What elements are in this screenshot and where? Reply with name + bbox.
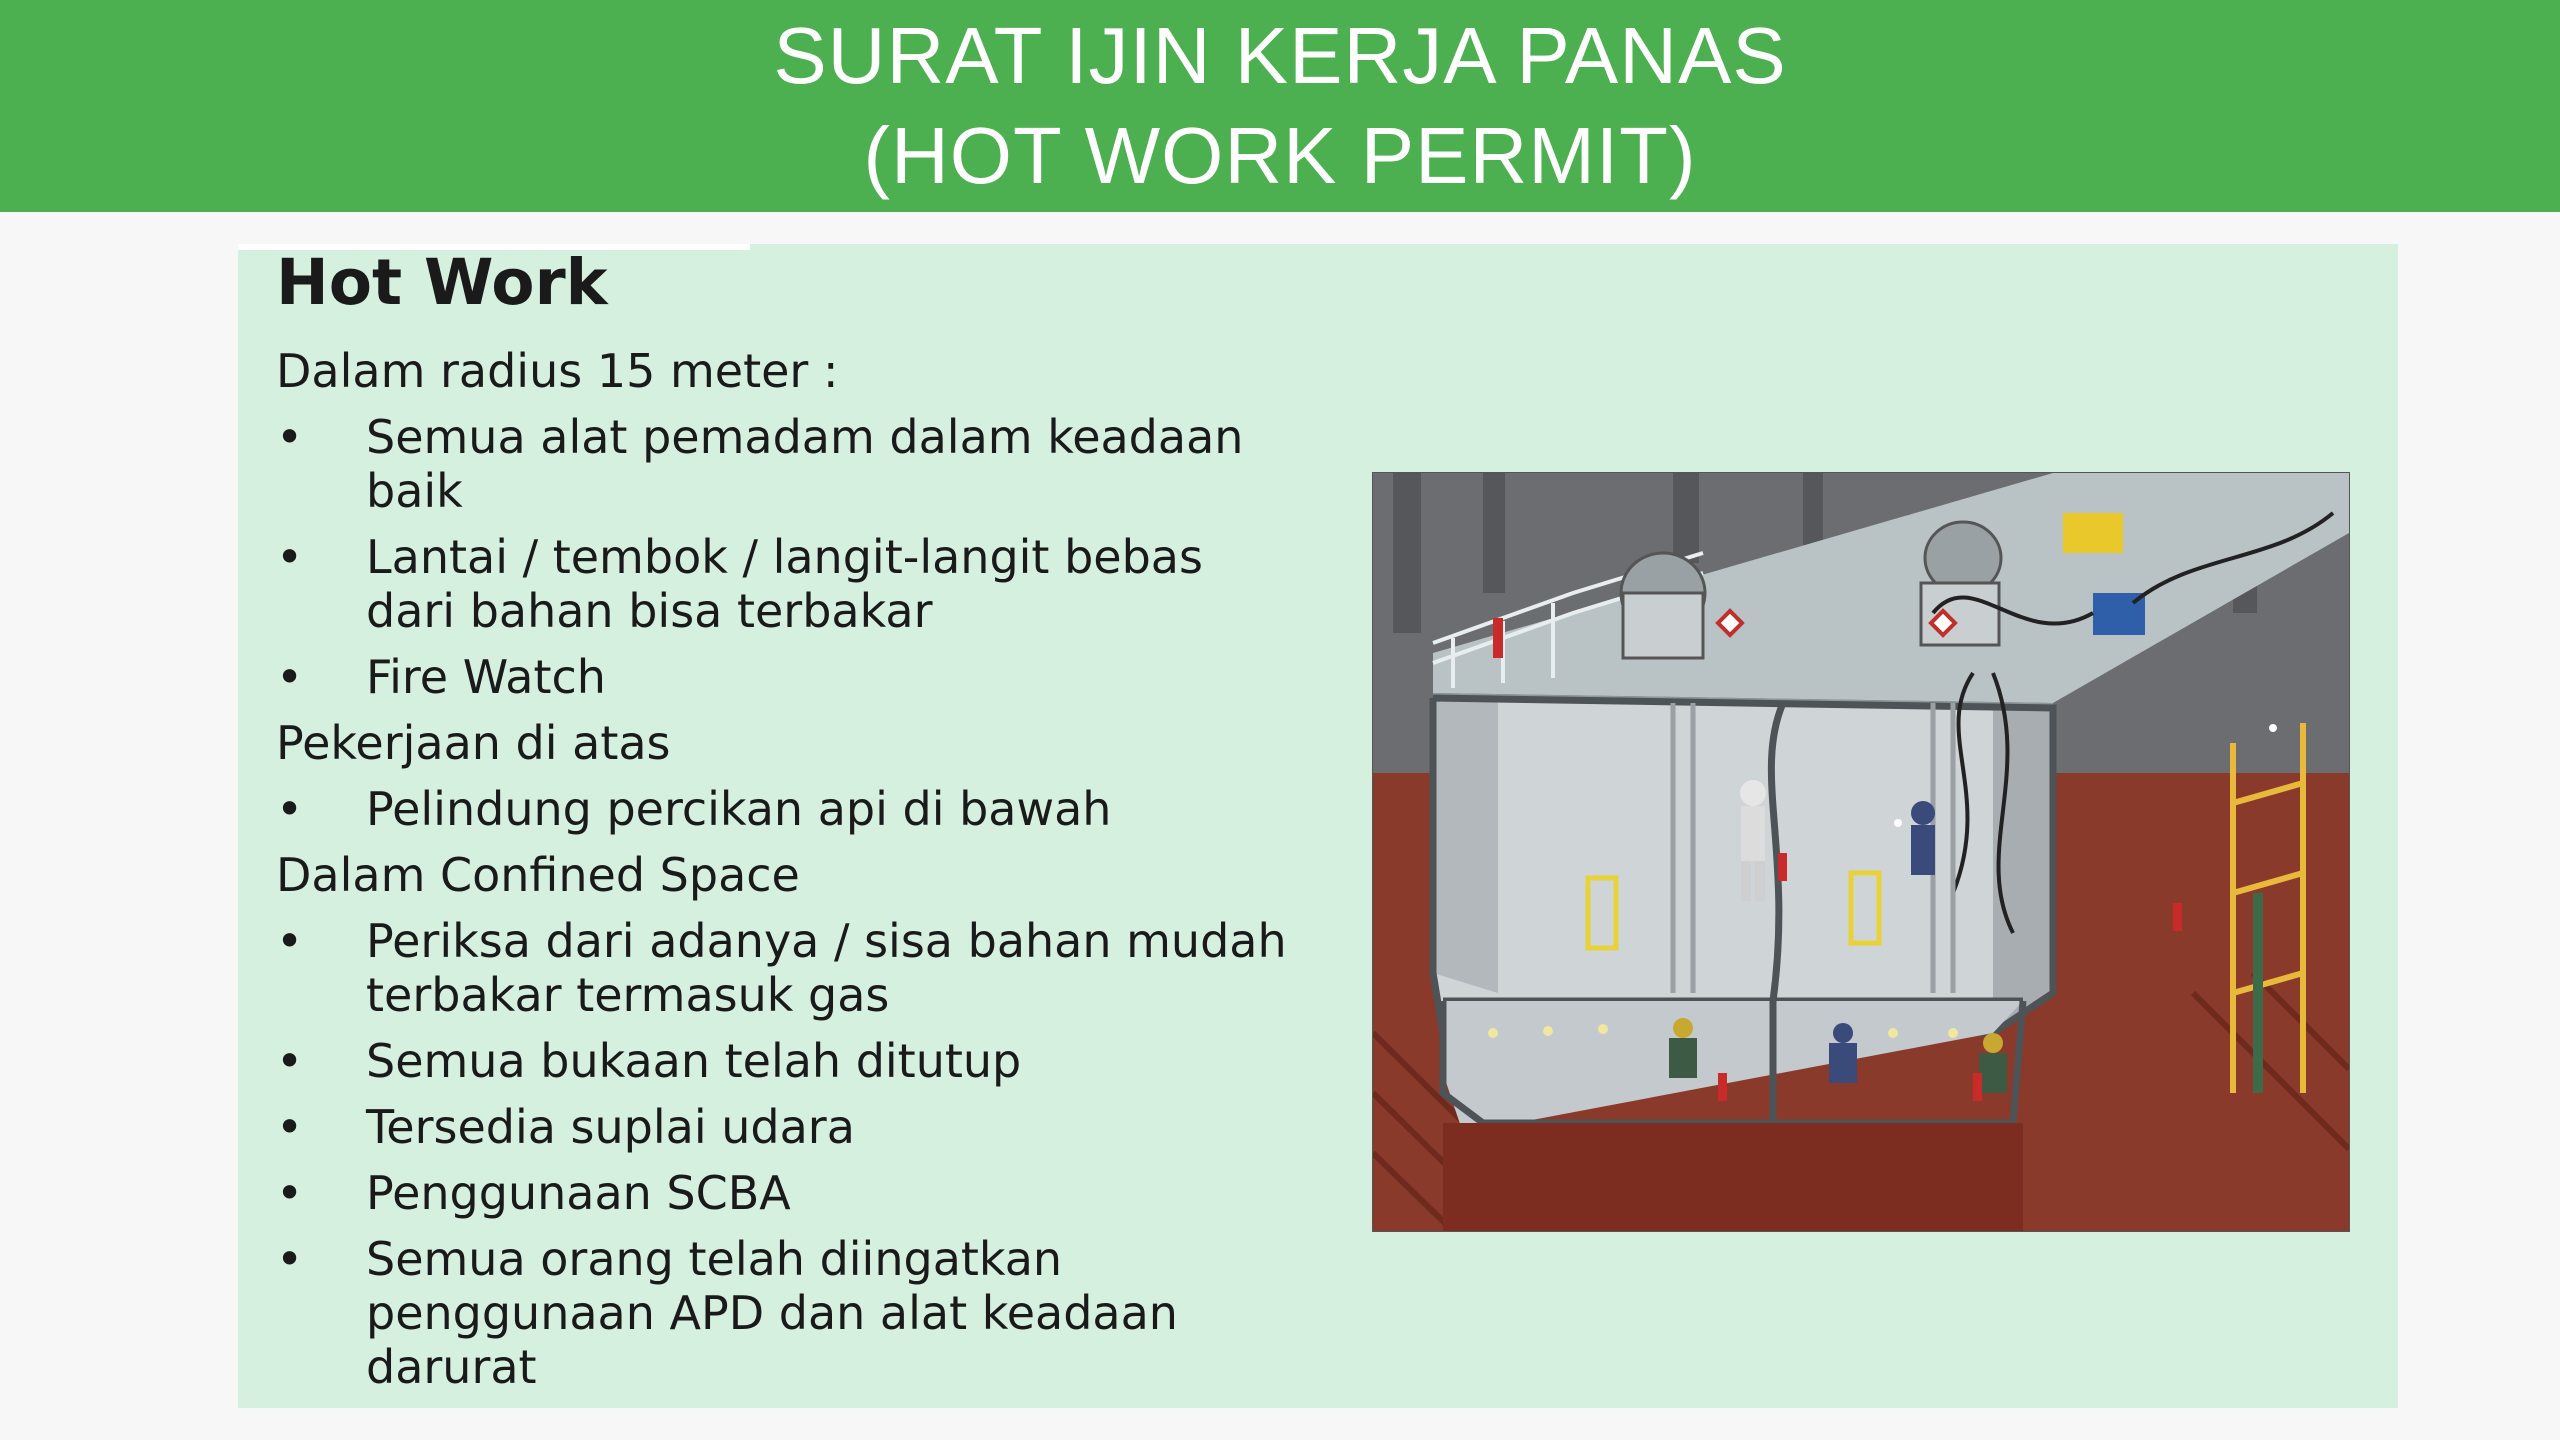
bullet-dot: • [276,1034,304,1088]
bullet-dot: • [276,650,304,704]
bullet-text-line: Fire Watch [366,650,606,704]
bullet-item [276,1100,1316,1154]
bullet-item [276,914,1316,1022]
slide-content [276,248,1316,1394]
bullet-dot: • [276,782,304,836]
bullet-text-line: terbakar termasuk gas [366,968,890,1022]
banner-title-line1: SURAT IJIN KERJA PANAS [773,11,1787,100]
bullet-text-line: Semua bukaan telah ditutup [366,1034,1022,1088]
bullet-text-line: Pelindung percikan api di bawah [366,782,1112,836]
section-label: Dalam radius 15 meter : [276,344,839,398]
bullet-dot: • [276,914,304,968]
bullet-text-line: Penggunaan SCBA [366,1166,791,1220]
bullet-item [276,782,1316,836]
bullet-dot: • [276,1166,304,1220]
slide-heading: Hot Work [276,246,608,319]
bullet-text-line: Lantai / tembok / langit-langit bebas [366,530,1203,584]
bullet-item [276,650,1316,704]
section-label: Pekerjaan di atas [276,716,671,770]
bullet-item [276,1166,1316,1220]
bullet-text-line: baik [366,464,463,518]
bullet-item [276,1232,1316,1394]
bullet-text-line: Periksa dari adanya / sisa bahan mudah [366,914,1287,968]
section-label: Dalam Confined Space [276,848,800,902]
bullet-text-line: darurat [366,1340,537,1394]
bullet-text-line: Semua orang telah diingatkan [366,1232,1063,1286]
bullet-item [276,410,1316,518]
bullet-dot: • [276,530,304,584]
bullet-text-line: Tersedia suplai udara [366,1100,855,1154]
banner-title-line2: (HOT WORK PERMIT) [863,111,1697,200]
bullet-dot: • [276,1100,304,1154]
bullet-text-line: dari bahan bisa terbakar [366,584,933,638]
bullet-text-line: penggunaan APD dan alat keadaan [366,1286,1178,1340]
bullet-item [276,530,1316,638]
bullet-item [276,1034,1316,1088]
bullet-text-line: Semua alat pemadam dalam keadaan [366,410,1244,464]
bullet-dot: • [276,410,304,464]
bullet-dot: • [276,1232,304,1286]
ship-hull-hot-work-illustration [1372,472,2350,1232]
title-banner [0,0,2560,212]
